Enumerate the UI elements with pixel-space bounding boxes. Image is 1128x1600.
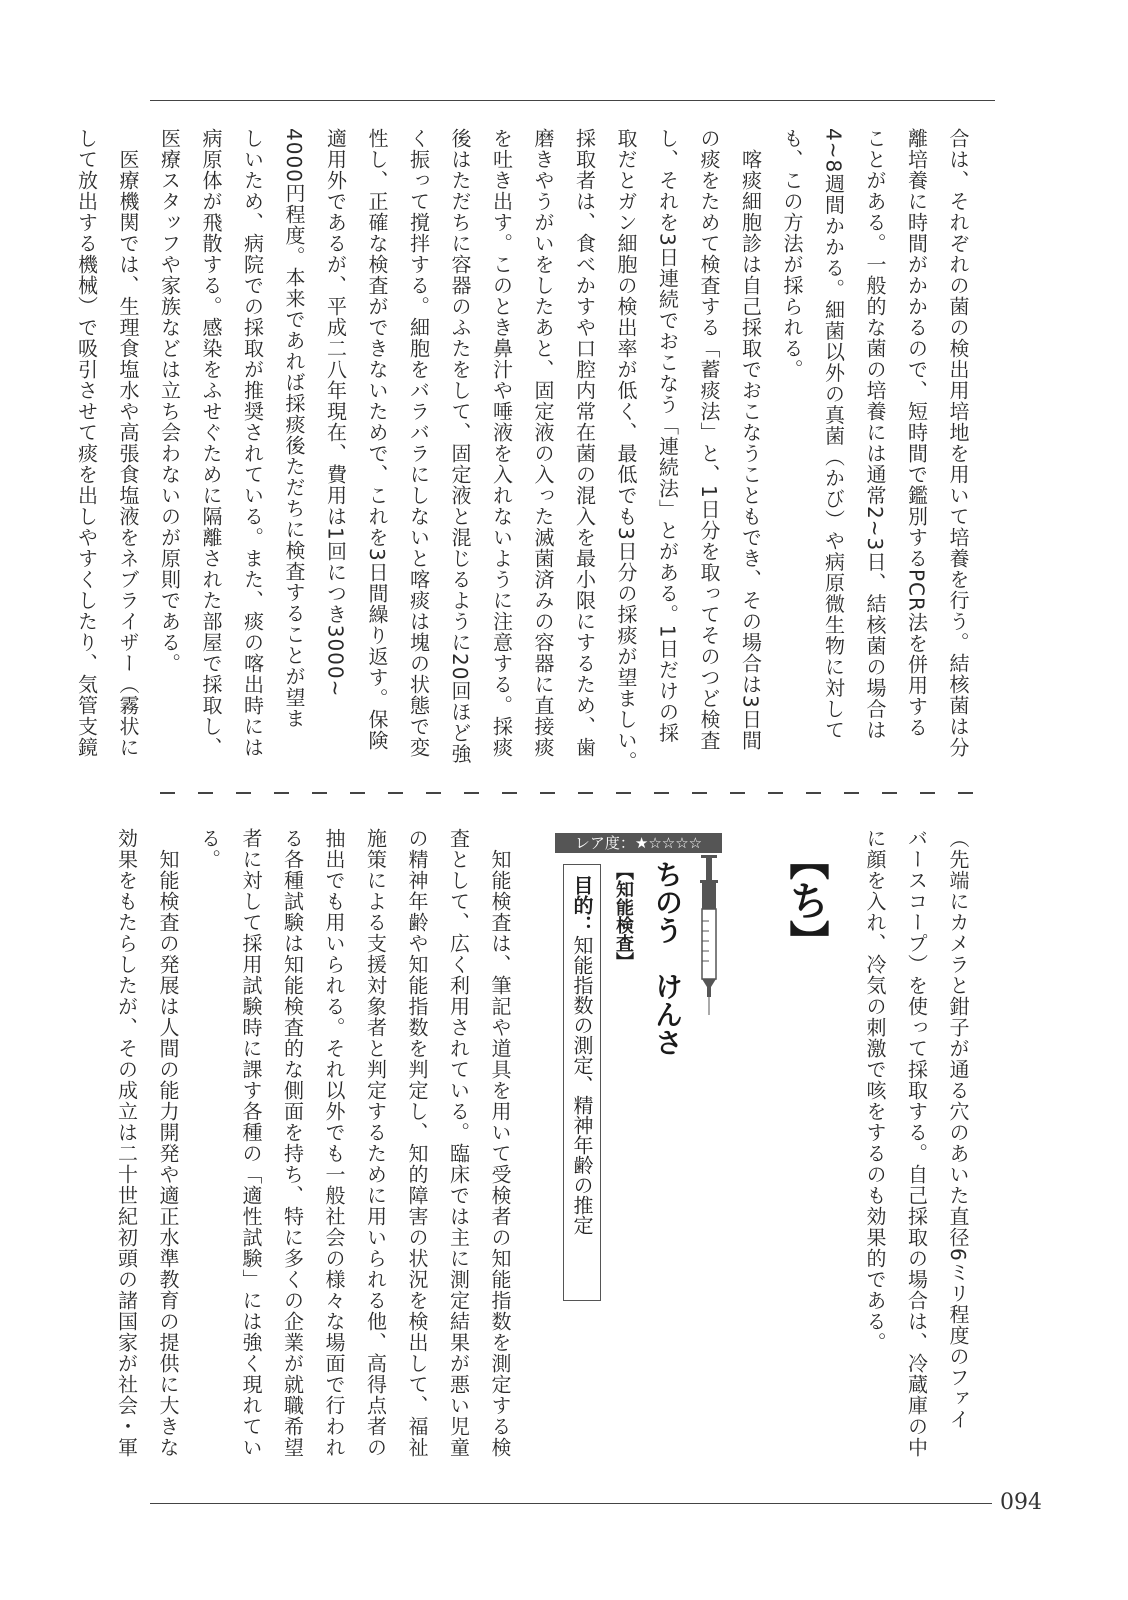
text-line: 喀痰細胞診は自己採取でおこなうこともでき、その場合は3日間 (738, 128, 763, 751)
text-line: 合は、それぞれの菌の検出用培地を用いて培養を行う。結核菌は分 (946, 128, 970, 758)
text-line: ことがある。一般的な菌の培養には通常2~3日、結核菌の場合は (863, 128, 887, 741)
text-line: 離培養に時間がかかるので、短時間で鑑別するPCR法を併用する (904, 128, 929, 738)
text-line: 後はただちに容器のふたをして、固定液と混じるように20回ほど強 (448, 128, 472, 765)
text-line: 磨きやうがいをしたあと、固定液の入った滅菌済みの容器に直接痰 (531, 128, 555, 758)
text-line: 適用外であるが、平成二八年現在、費用は1回につき3000~ (323, 128, 348, 698)
index-character-heading: 【ち】 (783, 840, 829, 960)
purpose-label: 目的： (570, 875, 594, 935)
text-line: バースコープ）を使って採取する。自己採取の場合は、冷蔵庫の中 (904, 828, 929, 1458)
text-line: 知能検査の発展は人間の能力開発や適正水準教育の提供に大きな (156, 828, 180, 1458)
top-rule (150, 100, 995, 101)
continuation-text-block (854, 828, 979, 1458)
text-line: の痰をためて検査する「蓄痰法」と、1日分を取ってそのつど検査 (697, 128, 721, 751)
text-line: に顔を入れ、冷気の刺激で咳をするのも効果的である。 (863, 828, 887, 1353)
text-line: 者に対して採用試験時に課す各種の「適性試験」には強く現れてい (239, 828, 263, 1458)
text-line: を吐き出す。このとき鼻汁や唾液を入れないように注意する。採痰 (489, 128, 514, 758)
purpose-box (563, 864, 601, 1301)
text-line: 医療機関では、生理食塩水や高張食塩液をネブライザー（霧状に (116, 128, 140, 758)
text-line: の精神年齢や知能指数を判定し、知的障害の状況を検出して、福祉 (405, 828, 429, 1458)
text-line: 採取者は、食べかすや口腔内常在菌の混入を最小限にするため、歯 (572, 128, 597, 758)
text-line: 査として、広く利用されている。臨床では主に測定結果が悪い児童 (446, 828, 471, 1458)
text-line: る。 (197, 828, 222, 870)
text-line: る各種試験は知能検査的な側面を持ち、特に多くの企業が就職希望 (280, 828, 305, 1458)
rarity-badge: レア度：★☆☆☆☆ (555, 833, 722, 853)
text-line: 医療スタッフや家族などは立ち会わないのが原則である。 (157, 128, 182, 674)
text-line: 取だとガン細胞の検出率が低く、最低でも3日分の採痰が望ましい。 (614, 128, 638, 772)
text-line: しいため、病院での採取が推奨されている。また、痰の喀出時には (240, 128, 265, 758)
bottom-rule (150, 1503, 992, 1504)
entry-reading: ちのう けんさ (651, 860, 684, 1056)
purpose-text: 知能指数の測定、精神年齢の推定 (570, 935, 594, 1235)
text-line: も、この方法が採られる。 (780, 128, 804, 380)
text-line: （先端にカメラと鉗子が通る穴のあいた直径6ミリ程度のファイ (946, 828, 970, 1430)
text-line: 施策による支援対象者と判定するために用いられる他、高得点者の (363, 828, 388, 1458)
text-line: して放出する機械）で吸引させて痰を出しやすくしたり、気管支鏡 (74, 128, 99, 758)
text-line: 4~8週間かかる。細菌以外の真菌（かび）や病原微生物に対して (821, 128, 846, 741)
page-number: 094 (1000, 1490, 1042, 1515)
top-text-block (65, 128, 978, 772)
text-line: 効果をもたらしたが、その成立は二十世紀初頭の諸国家が社会・軍 (114, 828, 139, 1458)
text-line: 病原体が飛散する。感染をふせぐために隔離された部屋で採取し、 (199, 128, 223, 758)
text-line: し、それを3日連続でおこなう「連続法」とがある。1日だけの採 (655, 128, 680, 744)
text-line: く振って撹拌する。細胞をバラバラにしないと喀痰は塊の状態で変 (406, 128, 431, 758)
text-line: 性し、正確な検査ができないためで、これを3日間繰り返す。保険 (365, 128, 389, 751)
syringe-icon (698, 855, 720, 1015)
section-divider (160, 792, 975, 794)
text-line: 4000円程度。本来であれば採痰後ただちに検査することが望ま (282, 128, 306, 729)
entry-body-text (105, 828, 520, 1458)
text-line: 抽出でも用いられる。それ以外でも一般社会の様々な場面で行われ (322, 828, 346, 1458)
text-line: 知能検査は、筆記や道具を用いて受検者の知能指数を測定する検 (488, 828, 512, 1458)
entry-term: 【知能検査】 (613, 862, 634, 970)
